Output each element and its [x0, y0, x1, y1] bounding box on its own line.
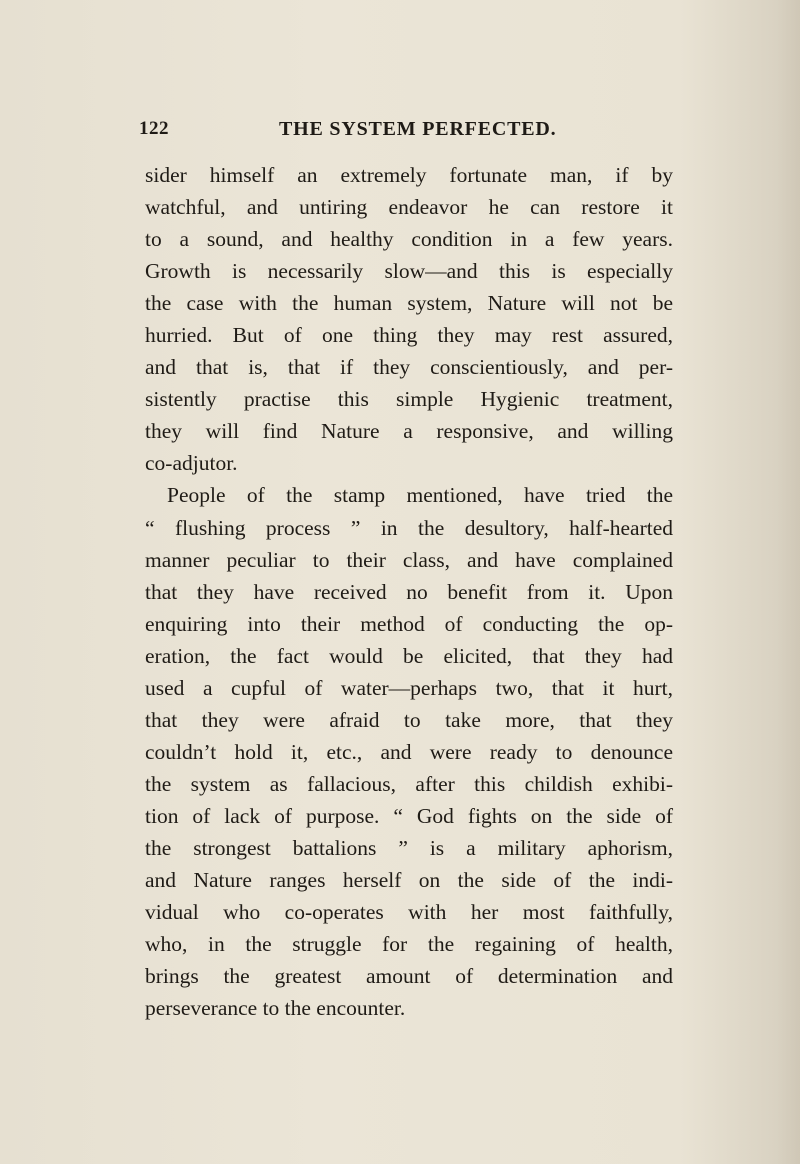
text-line: to a sound, and healthy condition in a few years. [145, 227, 673, 252]
text-line: brings the greatest amount of determination and [145, 964, 673, 989]
page-header [139, 118, 679, 148]
text-line: enquiring into their method of conducting the op- [145, 611, 673, 636]
text-line: the case with the human system, Nature will not be [145, 291, 673, 316]
text-line: sider himself an extremely fortunate man, if by [145, 163, 673, 187]
text-line: that they have received no benefit from it. Upon [145, 579, 673, 604]
text-line: vidual who co-operates with her most faithfully, [145, 900, 673, 925]
text-line: perseverance to the encounter. [145, 996, 406, 1021]
running-title: THE SYSTEM PERFECTED. [279, 118, 557, 140]
text-line: and Nature ranges herself on the side of the indi- [145, 868, 673, 893]
text-line: the strongest battalions ” is a military aphorism, [145, 835, 673, 860]
text-line: tion of lack of purpose. “ God fights on the side of [145, 803, 673, 828]
text-line: hurried. But of one thing they may rest assured, [145, 323, 673, 348]
text-line: manner peculiar to their class, and have complained [145, 547, 673, 572]
text-line: eration, the fact would be elicited, that they had [145, 643, 673, 668]
text-line: that they were afraid to take more, that they [145, 707, 673, 732]
text-line: who, in the struggle for the regaining of health, [145, 932, 673, 957]
text-line: used a cupful of water—perhaps two, that it hurt, [145, 675, 673, 700]
text-line: sistently practise this simple Hygienic treatment, [145, 387, 673, 412]
text-line: they will find Nature a responsive, and willing [145, 419, 673, 444]
text-line: couldn’t hold it, etc., and were ready to denounce [145, 739, 673, 764]
text-line: Growth is necessarily slow—and this is especially [145, 259, 673, 284]
text-line: the system as fallacious, after this childish exhibi- [145, 771, 673, 796]
text-line: watchful, and untiring endeavor he can restore it [145, 195, 673, 220]
text-line: People of the stamp mentioned, have tried the [167, 483, 673, 508]
text-line: and that is, that if they conscientiously, and per- [145, 355, 673, 380]
text-line: “ flushing process ” in the desultory, half-hearted [145, 515, 673, 540]
body-text [145, 159, 673, 1024]
page-number: 122 [139, 118, 169, 139]
text-line: co-adjutor. [145, 451, 238, 476]
